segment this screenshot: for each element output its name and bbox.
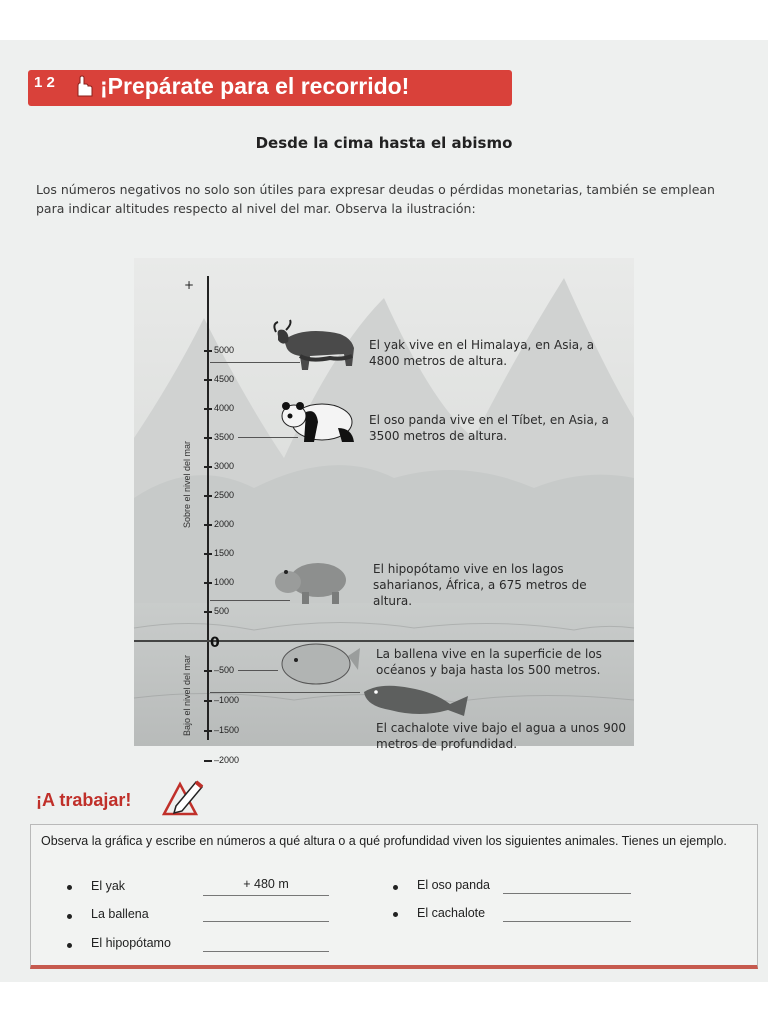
above-sea-label: Sobre el nivel del mar <box>182 440 192 528</box>
sea-level-line <box>134 640 634 642</box>
tick-label: –500 <box>214 665 235 675</box>
tick-minus-500 <box>204 670 212 672</box>
bullet <box>67 914 72 919</box>
answer-line-whale[interactable] <box>203 921 329 922</box>
tick-1500 <box>204 553 212 555</box>
tick-1000 <box>204 582 212 584</box>
work-section-title: ¡A trabajar! <box>36 790 132 810</box>
item-label-yak: El yak <box>91 879 126 893</box>
tick-4000 <box>204 408 212 410</box>
intro-paragraph: Los números negativos no solo son útiles para expresar deudas o pérdidas monetarias, también se emplean para indicar altitudes respecto al nivel del mar. Observa la ilustración: <box>36 182 715 216</box>
hippo-icon <box>274 558 350 608</box>
tick-label: 5000 <box>214 345 235 355</box>
tick-label: 1500 <box>214 548 235 558</box>
tick-minus-2000 <box>204 760 212 762</box>
answer-line-sperm-whale[interactable] <box>503 921 631 922</box>
tick-label: 4500 <box>214 374 235 384</box>
answer-line-panda[interactable] <box>503 893 631 894</box>
whale-icon <box>276 640 362 688</box>
tick-label: 3000 <box>214 461 235 471</box>
panda-caption: El oso panda vive en el Tíbet, en Asia, a 3500 metros de altura. <box>369 413 609 443</box>
whale-level-line <box>238 670 278 671</box>
bullet <box>67 943 72 948</box>
item-label-sperm-whale: El cachalote <box>417 906 486 920</box>
yak-caption: El yak vive en el Himalaya, en Asia, a 4800 metros de altura. <box>369 338 595 368</box>
tick-minus-1500 <box>204 730 212 732</box>
bullet <box>393 912 398 917</box>
tick-label: 2500 <box>214 490 235 500</box>
tick-label: –1500 <box>214 725 240 735</box>
tick-2000 <box>204 524 212 526</box>
whale-caption: La ballena vive en la superficie de los océanos y baja hasta los 500 metros. <box>376 647 602 677</box>
tick-500 <box>204 611 212 613</box>
section-banner <box>28 70 512 106</box>
tick-3500 <box>204 437 212 439</box>
exercise-box <box>30 824 758 969</box>
answer-line-yak[interactable] <box>203 895 329 896</box>
tick-label: –2000 <box>214 755 240 765</box>
tick-4500 <box>204 379 212 381</box>
bullet <box>67 885 72 890</box>
hippo-caption: El hipopótamo vive en los lagos saharianos, África, a 675 metros de altura. <box>373 562 587 608</box>
worksheet-page <box>0 40 768 982</box>
hand-icon <box>72 74 96 104</box>
tick-label: 4000 <box>214 403 235 413</box>
item-label-whale: La ballena <box>91 907 149 921</box>
lesson-number: 1 2 <box>34 74 55 91</box>
sperm-whale-level-line <box>210 692 360 693</box>
sperm-whale-caption: El cachalote vive bajo el agua a unos 900 metros de profundidad. <box>376 721 626 751</box>
tick-label: 500 <box>214 606 230 616</box>
tick-3000 <box>204 466 212 468</box>
panda-icon <box>280 398 360 448</box>
answer-yak: + 480 m <box>243 877 289 891</box>
zero-label: 0 <box>210 635 220 651</box>
item-label-panda: El oso panda <box>417 878 490 892</box>
below-sea-label: Bajo el nivel del mar <box>182 654 192 736</box>
tick-minus-1000 <box>204 700 212 702</box>
subtitle: Desde la cima hasta el abismo <box>255 134 513 152</box>
answer-line-hippo[interactable] <box>203 951 329 952</box>
tick-5000 <box>204 350 212 352</box>
tick-label: 3500 <box>214 432 235 442</box>
plus-sign: + <box>184 278 195 292</box>
item-label-hippo: El hipopótamo <box>91 936 171 950</box>
tick-label: 2000 <box>214 519 235 529</box>
exercise-instructions: Observa la gráfica y escribe en números a qué altura o a qué profundidad viven los siguientes animales. Tienes un ejemplo. <box>41 834 727 848</box>
yak-icon <box>270 320 366 382</box>
pencil-icon <box>162 778 206 822</box>
tick-label: 1000 <box>214 577 235 587</box>
banner-title: ¡Prepárate para el recorrido! <box>100 73 410 99</box>
tick-2500 <box>204 495 212 497</box>
altitude-illustration <box>134 258 634 765</box>
tick-label: –1000 <box>214 695 240 705</box>
bullet <box>393 885 398 890</box>
